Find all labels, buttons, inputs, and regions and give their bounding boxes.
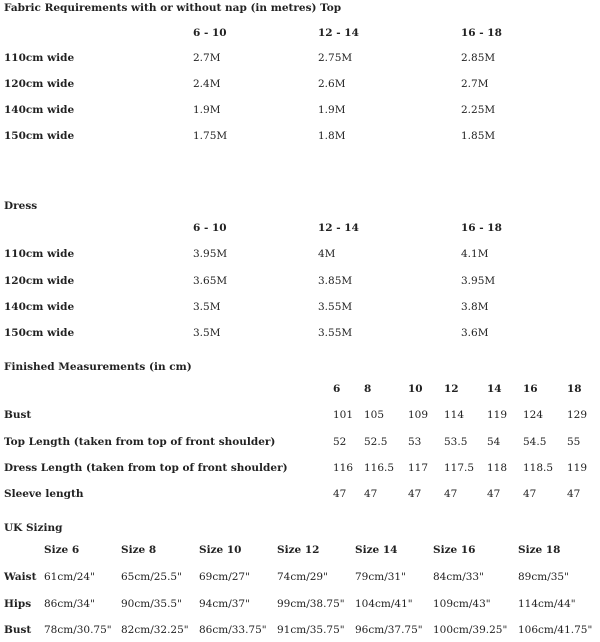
finished-cell: 47	[333, 488, 347, 500]
uk-cell: 79cm/31"	[355, 571, 406, 583]
finished-cell: 47	[364, 488, 378, 500]
dress-cell: 3.95M	[461, 275, 496, 287]
uk-cell: 86cm/34"	[44, 598, 95, 610]
finished-column-header: 6	[333, 383, 341, 395]
dress-column-header: 16 - 18	[461, 222, 502, 234]
uk-cell: 94cm/37"	[199, 598, 250, 610]
finished-column-header: 18	[567, 383, 582, 395]
dress-row-label: 120cm wide	[4, 275, 75, 287]
finished-cell: 129	[567, 409, 588, 421]
uk-size-header: Size 10	[199, 544, 242, 556]
top-row-label: 150cm wide	[4, 130, 75, 142]
finished-cell: 47	[444, 488, 458, 500]
dress-cell: 3.6M	[461, 327, 489, 339]
uk-cell: 82cm/32.25"	[121, 624, 189, 636]
finished-cell: 47	[487, 488, 501, 500]
uk-cell: 106cm/41.75"	[518, 624, 593, 636]
top-cell: 1.9M	[318, 104, 346, 116]
top-cell: 2.6M	[318, 78, 346, 90]
top-cell: 1.75M	[193, 130, 228, 142]
finished-column-header: 8	[364, 383, 372, 395]
finished-row-label: Dress Length (taken from top of front shoulder)	[4, 462, 288, 474]
uk-cell: 78cm/30.75"	[44, 624, 112, 636]
top-cell: 2.75M	[318, 52, 353, 64]
finished-cell: 55	[567, 436, 581, 448]
top-cell: 2.7M	[193, 52, 221, 64]
top-cell: 2.7M	[461, 78, 489, 90]
uk-cell: 65cm/25.5"	[121, 571, 182, 583]
uk-cell: 74cm/29"	[277, 571, 328, 583]
finished-cell: 52	[333, 436, 347, 448]
top-column-header: 6 - 10	[193, 27, 227, 39]
uk-sizing-title: UK Sizing	[4, 522, 63, 534]
finished-cell: 101	[333, 409, 354, 421]
uk-cell: 109cm/43"	[433, 598, 491, 610]
dress-row-label: 110cm wide	[4, 248, 75, 260]
dress-cell: 3.95M	[193, 248, 228, 260]
dress-cell: 3.55M	[318, 327, 353, 339]
uk-size-header: Size 6	[44, 544, 80, 556]
finished-cell: 119	[567, 462, 588, 474]
finished-cell: 47	[567, 488, 581, 500]
dress-cell: 4.1M	[461, 248, 489, 260]
uk-row-label: Hips	[4, 598, 32, 610]
finished-cell: 124	[523, 409, 544, 421]
uk-cell: 89cm/35"	[518, 571, 569, 583]
finished-cell: 47	[523, 488, 537, 500]
finished-row-label: Bust	[4, 409, 32, 421]
dress-cell: 3.55M	[318, 301, 353, 313]
dress-cell: 4M	[318, 248, 336, 260]
uk-size-header: Size 14	[355, 544, 398, 556]
top-cell: 2.25M	[461, 104, 496, 116]
finished-row-label: Sleeve length	[4, 488, 84, 500]
finished-column-header: 16	[523, 383, 538, 395]
finished-cell: 53.5	[444, 436, 468, 448]
finished-cell: 54	[487, 436, 501, 448]
uk-size-header: Size 16	[433, 544, 476, 556]
finished-cell: 116.5	[364, 462, 395, 474]
top-cell: 1.9M	[193, 104, 221, 116]
top-row-label: 120cm wide	[4, 78, 75, 90]
dress-row-label: 150cm wide	[4, 327, 75, 339]
dress-cell: 3.85M	[318, 275, 353, 287]
uk-size-header: Size 18	[518, 544, 561, 556]
finished-column-header: 12	[444, 383, 459, 395]
finished-cell: 117	[408, 462, 429, 474]
finished-cell: 117.5	[444, 462, 475, 474]
uk-cell: 96cm/37.75"	[355, 624, 423, 636]
finished-cell: 54.5	[523, 436, 547, 448]
uk-cell: 104cm/41"	[355, 598, 413, 610]
top-cell: 2.4M	[193, 78, 221, 90]
finished-column-header: 14	[487, 383, 502, 395]
top-column-header: 12 - 14	[318, 27, 359, 39]
uk-cell: 99cm/38.75"	[277, 598, 345, 610]
uk-cell: 90cm/35.5"	[121, 598, 182, 610]
top-fabric-title: Fabric Requirements with or without nap (in metres) Top	[4, 2, 342, 14]
finished-row-label: Top Length (taken from top of front shoulder)	[4, 436, 276, 448]
uk-row-label: Waist	[4, 571, 37, 583]
top-column-header: 16 - 18	[461, 27, 502, 39]
finished-cell: 118.5	[523, 462, 554, 474]
top-row-label: 110cm wide	[4, 52, 75, 64]
top-cell: 1.8M	[318, 130, 346, 142]
finished-cell: 118	[487, 462, 508, 474]
dress-fabric-title: Dress	[4, 200, 38, 212]
finished-cell: 53	[408, 436, 422, 448]
dress-cell: 3.5M	[193, 327, 221, 339]
finished-cell: 47	[408, 488, 422, 500]
finished-column-header: 10	[408, 383, 423, 395]
dress-cell: 3.65M	[193, 275, 228, 287]
uk-cell: 61cm/24"	[44, 571, 95, 583]
top-cell: 2.85M	[461, 52, 496, 64]
finished-cell: 105	[364, 409, 385, 421]
finished-cell: 52.5	[364, 436, 388, 448]
uk-size-header: Size 12	[277, 544, 320, 556]
uk-cell: 84cm/33"	[433, 571, 484, 583]
finished-cell: 116	[333, 462, 354, 474]
uk-cell: 91cm/35.75"	[277, 624, 345, 636]
uk-cell: 114cm/44"	[518, 598, 576, 610]
finished-measurements-title: Finished Measurements (in cm)	[4, 361, 192, 373]
uk-row-label: Bust	[4, 624, 32, 636]
top-row-label: 140cm wide	[4, 104, 75, 116]
finished-cell: 109	[408, 409, 429, 421]
dress-cell: 3.8M	[461, 301, 489, 313]
top-cell: 1.85M	[461, 130, 496, 142]
dress-cell: 3.5M	[193, 301, 221, 313]
dress-row-label: 140cm wide	[4, 301, 75, 313]
uk-cell: 100cm/39.25"	[433, 624, 508, 636]
dress-column-header: 12 - 14	[318, 222, 359, 234]
finished-cell: 119	[487, 409, 508, 421]
uk-cell: 86cm/33.75"	[199, 624, 267, 636]
dress-column-header: 6 - 10	[193, 222, 227, 234]
uk-size-header: Size 8	[121, 544, 157, 556]
finished-cell: 114	[444, 409, 465, 421]
uk-cell: 69cm/27"	[199, 571, 250, 583]
